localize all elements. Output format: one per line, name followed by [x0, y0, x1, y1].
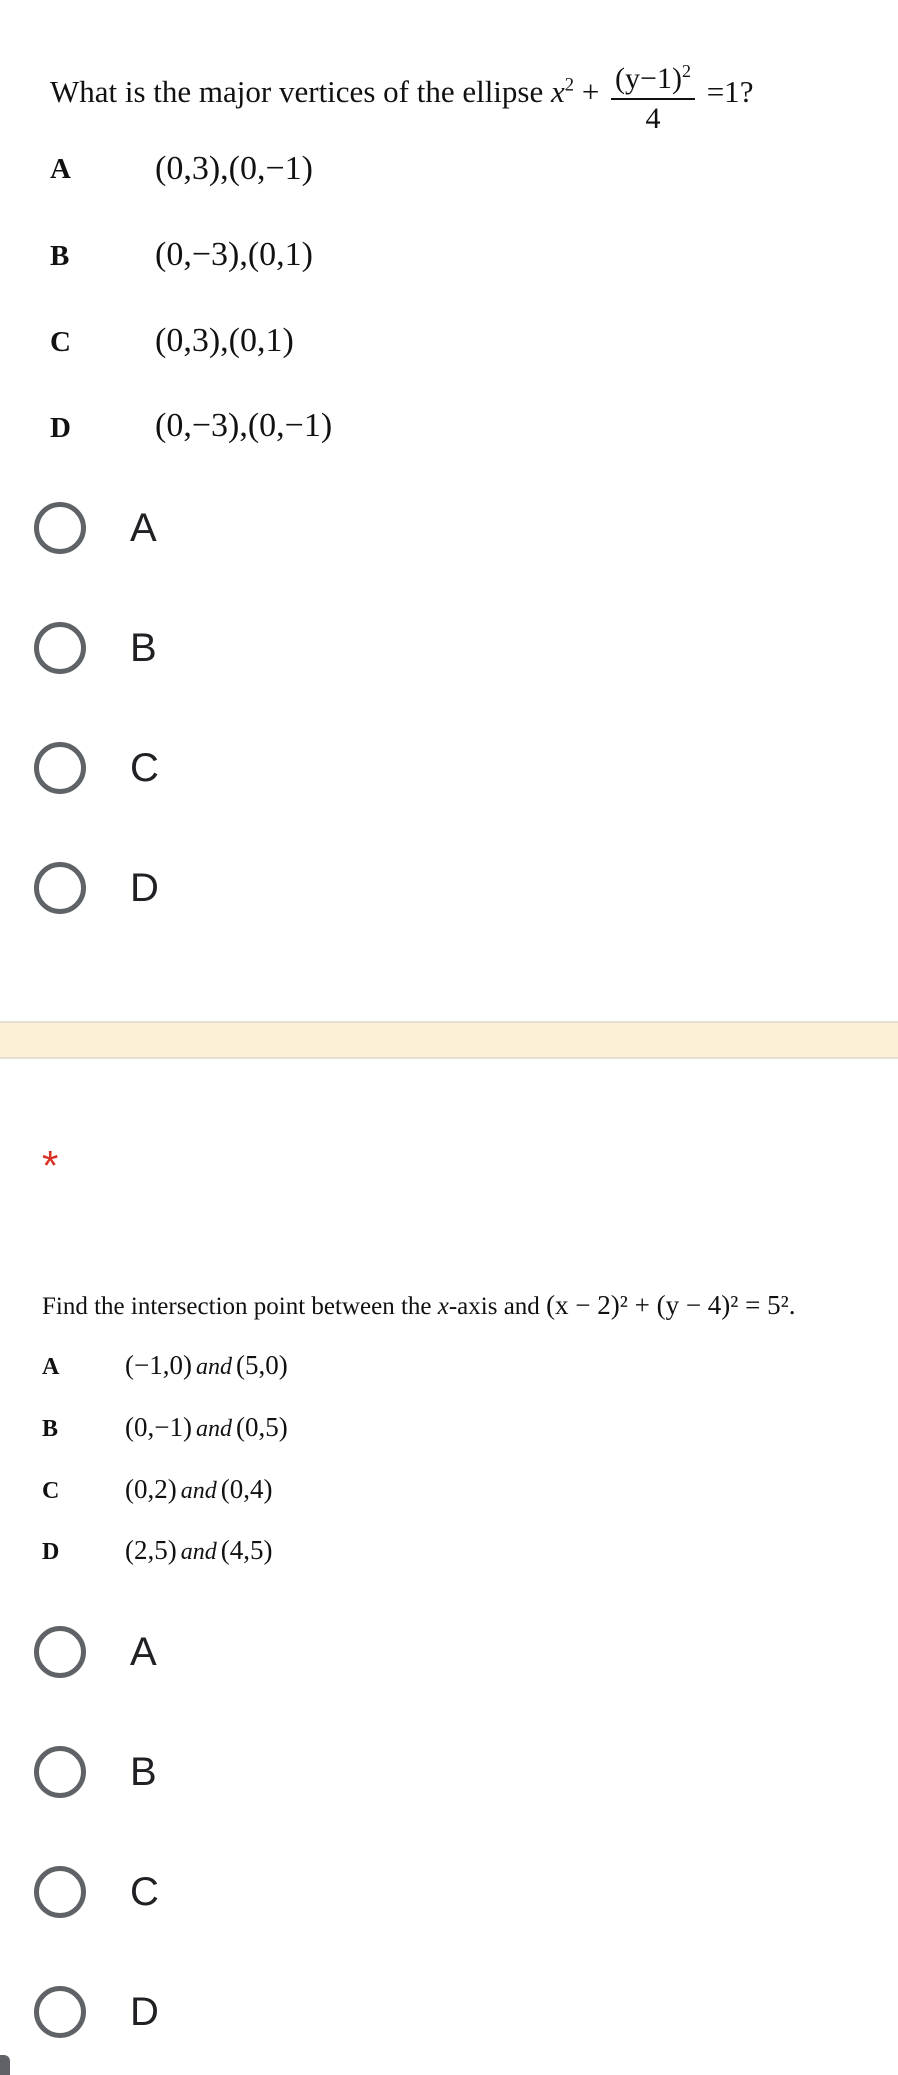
q2-option-b-p1: (0,−1) [125, 1412, 192, 1442]
radio-button-icon[interactable] [34, 1746, 86, 1798]
eq-denominator: 4 [645, 102, 661, 135]
q2-choice-b-label[interactable]: B [130, 1749, 157, 1794]
q1-option-b-letter: B [50, 240, 70, 272]
eq-x: x [551, 74, 565, 110]
q2-option-b-p2: (0,5) [235, 1412, 288, 1442]
q2-choice-c[interactable] [0, 1842, 898, 1942]
q2-option-c-value [125, 1474, 272, 1505]
q2-option-d-p2: (4,5) [220, 1535, 273, 1565]
q2-option-c-and: and [180, 1478, 217, 1504]
radio-button-icon[interactable] [34, 622, 86, 674]
eq-qmark: ? [739, 74, 754, 110]
q2-option-d-and: and [180, 1539, 217, 1565]
question2-axis-var: x [437, 1293, 449, 1320]
radio-button-icon[interactable] [34, 742, 86, 794]
q2-option-d-letter: D [42, 1539, 60, 1565]
q1-option-a-letter: A [50, 153, 71, 185]
radio-button-icon[interactable] [34, 1626, 86, 1678]
question2-prompt-before: Find the intersection point between the [42, 1293, 432, 1320]
q2-choice-a-label[interactable]: A [130, 1629, 157, 1674]
q1-choice-c-label[interactable]: C [130, 745, 159, 790]
q2-option-b-letter: B [42, 1416, 59, 1442]
q1-option-b-value: (0,−3),(0,1) [155, 236, 313, 273]
question1-prompt-text: What is the major vertices of the ellipse [50, 74, 544, 110]
radio-button-icon[interactable] [34, 862, 86, 914]
q1-option-d-value: (0,−3),(0,−1) [155, 407, 333, 444]
q2-choice-d[interactable] [0, 1962, 898, 2062]
q2-option-b-value [125, 1412, 288, 1443]
eq-equals: =1 [706, 74, 740, 110]
radio-button-icon[interactable] [34, 1986, 86, 2038]
q1-choice-c[interactable] [0, 718, 898, 818]
q2-choice-d-label[interactable]: D [130, 1989, 159, 2034]
question1-prompt [50, 52, 753, 138]
section-divider [0, 1021, 898, 1059]
scroll-edge-mark [0, 2055, 10, 2075]
question2-prompt-mid: -axis and [448, 1293, 540, 1320]
q2-option-d-value [125, 1535, 272, 1566]
q2-choice-c-label[interactable]: C [130, 1869, 159, 1914]
q2-option-c-p1: (0,2) [125, 1474, 177, 1504]
eq-x-exp: 2 [564, 74, 575, 96]
q1-option-d-letter: D [50, 412, 71, 444]
q1-choice-d-label[interactable]: D [130, 865, 159, 910]
radio-button-icon[interactable] [34, 1866, 86, 1918]
q2-choice-b[interactable] [0, 1722, 898, 1822]
q1-choice-a[interactable] [0, 478, 898, 578]
q2-option-d-p1: (2,5) [125, 1535, 177, 1565]
eq-plus: + [581, 74, 600, 110]
eq-numerator-text: (y−1) [615, 62, 682, 95]
question2-prompt [42, 1290, 795, 1321]
q2-option-a-letter: A [42, 1354, 60, 1380]
eq-numerator-exp: 2 [681, 61, 691, 81]
q1-option-c-letter: C [50, 326, 71, 358]
q1-choice-a-label[interactable]: A [130, 505, 157, 550]
q2-option-a-value [125, 1350, 288, 1381]
q2-option-c-p2: (0,4) [220, 1474, 273, 1504]
question1-equation [551, 61, 754, 135]
q1-option-a-value: (0,3),(0,−1) [155, 150, 313, 187]
q2-option-b-and: and [195, 1416, 232, 1442]
q2-option-a-p2: (5,0) [235, 1350, 288, 1380]
q2-option-c-letter: C [42, 1478, 60, 1504]
eq-fraction [611, 52, 695, 138]
q2-option-a-and: and [195, 1354, 232, 1380]
q2-choice-a[interactable] [0, 1602, 898, 1702]
q2-option-a-p1: (−1,0) [125, 1350, 192, 1380]
eq-numerator [611, 52, 695, 100]
required-asterisk: * [42, 1142, 59, 1189]
q1-option-c-value: (0,3),(0,1) [155, 322, 294, 359]
q1-choice-b[interactable] [0, 598, 898, 698]
q1-choice-b-label[interactable]: B [130, 625, 157, 670]
radio-button-icon[interactable] [34, 502, 86, 554]
q1-choice-d[interactable] [0, 838, 898, 938]
question2-equation: (x − 2)² + (y − 4)² = 5². [546, 1290, 796, 1320]
